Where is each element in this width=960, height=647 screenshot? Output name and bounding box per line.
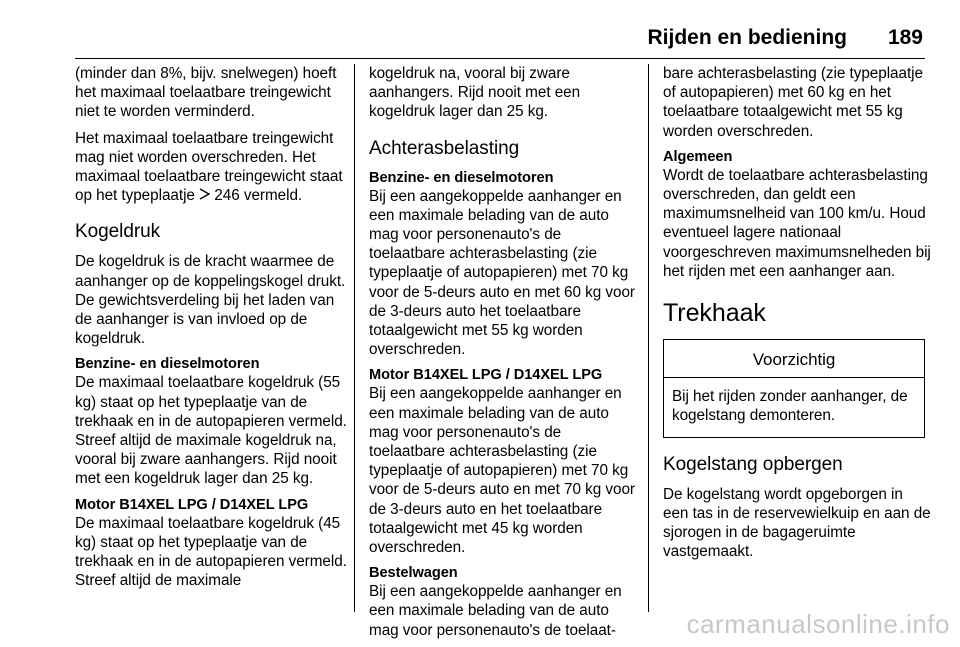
text: vermeld. xyxy=(243,187,303,205)
subheading: Motor B14XEL LPG / D14XEL LPG xyxy=(369,367,603,384)
subheading: Benzine- en dieselmotoren xyxy=(369,169,554,186)
header-rule xyxy=(75,58,925,59)
paragraph: De maximaal toelaatbare kogeldruk (55 kg) staat op het typeplaatje van de trekhaak en in de autopapieren vermeld. Streef altijd de maximale kogeldruk na, vooral bij zware aanhangers. Rijd nooit met een kogeldruk lager dan 25 kg. xyxy=(75,374,347,488)
column-1 xyxy=(75,64,347,597)
subheading: Motor B14XEL LPG / D14XEL LPG xyxy=(75,496,309,513)
paragraph: De kogelstang wordt opgeborgen in een tas in de reservewielkuip en aan de sjorogen in de bagageruimte vastgemaakt. xyxy=(663,485,931,561)
paragraph xyxy=(75,129,347,206)
chapter-title: Rijden en bediening xyxy=(647,26,847,49)
caution-box xyxy=(663,339,925,438)
paragraph: Bij een aangekoppelde aanhanger en een maximale belading van de auto mag voor personenauto's de toelaatbare achterasbelasting (zie typeplaatje of autopapieren) met 70 kg voor de 5-deurs auto en met 60 kg voor de 3-deurs auto het toelaatbare totaalgewicht met 55 kg worden overschreden. xyxy=(369,187,635,359)
section-heading-kogeldruk: Kogeldruk xyxy=(75,221,161,243)
section-heading-kogelstang: Kogelstang opbergen xyxy=(663,453,843,475)
paragraph: De kogeldruk is de kracht waarmee de aanhanger op de koppelingskogel drukt. De gewichtsverdeling bij het laden van de aanhanger is van invloed op de kogeldruk. xyxy=(75,253,346,348)
paragraph: De maximaal toelaatbare kogeldruk (45 kg) staat op het typeplaatje van de trekhaak en in de autopapieren vermeld. Streef altijd de maximale xyxy=(75,514,347,590)
paragraph: Bij een aangekoppelde aanhanger en een maximale belading van de auto mag voor personenauto's de toelaat- xyxy=(369,583,622,639)
column-divider xyxy=(648,64,649,612)
caution-title: Voorzichtig xyxy=(664,340,924,378)
page-header xyxy=(75,24,925,54)
paragraph: bare achterasbelasting (zie typeplaatje of autopapieren) met 60 kg en het toelaatbare totaalgewicht met 55 kg worden overschreden. xyxy=(663,65,923,140)
column-2 xyxy=(369,64,637,647)
section-heading-trekhaak: Trekhaak xyxy=(663,299,766,328)
caution-text: Bij het rijden zonder aanhanger, de kogelstang demonteren. xyxy=(672,388,908,425)
watermark: carmanualsonline.info xyxy=(686,609,950,639)
subheading: Algemeen xyxy=(663,148,733,165)
paragraph: Bij een aangekoppelde aanhanger en een maximale belading van de auto mag voor personenauto's de toelaatbare achterasbelasting (zie typeplaatje of autopapieren) met 70 kg voor de 5-deurs auto en met 70 kg voor de 3-deurs auto en het toelaatbare totaalgewicht met 45 kg worden overschreden. xyxy=(369,385,635,557)
page-reference[interactable]: 246 xyxy=(214,187,240,205)
section-heading-achterasbelasting: Achterasbelasting xyxy=(369,137,520,159)
column-divider xyxy=(354,64,355,612)
subheading: Benzine- en dieselmotoren xyxy=(75,356,260,373)
page-number: 189 xyxy=(887,26,923,49)
page-reference-arrow-icon xyxy=(199,186,210,205)
paragraph: (minder dan 8%, bijv. snelwegen) hoeft het maximaal toelaatbare treingewicht niet te worden verminderd. xyxy=(75,65,337,121)
paragraph: kogeldruk na, vooral bij zware aanhangers. Rijd nooit met een kogeldruk lager dan 25 kg. xyxy=(369,65,581,121)
subheading: Bestelwagen xyxy=(369,565,458,582)
column-3 xyxy=(663,64,931,568)
text: Het maximaal toelaatbare treingewicht mag niet worden overschreden. Het maximaal toelaatbare treingewicht staat op het typeplaatje xyxy=(75,129,343,205)
paragraph: Wordt de toelaatbare achterasbelasting overschreden, dan geldt een maximumsnelheid van 100 km/u. Houd eventueel lagere nationaal voorgeschreven maximumsnelheden bij het rijden met een aanhanger aan. xyxy=(663,166,931,280)
